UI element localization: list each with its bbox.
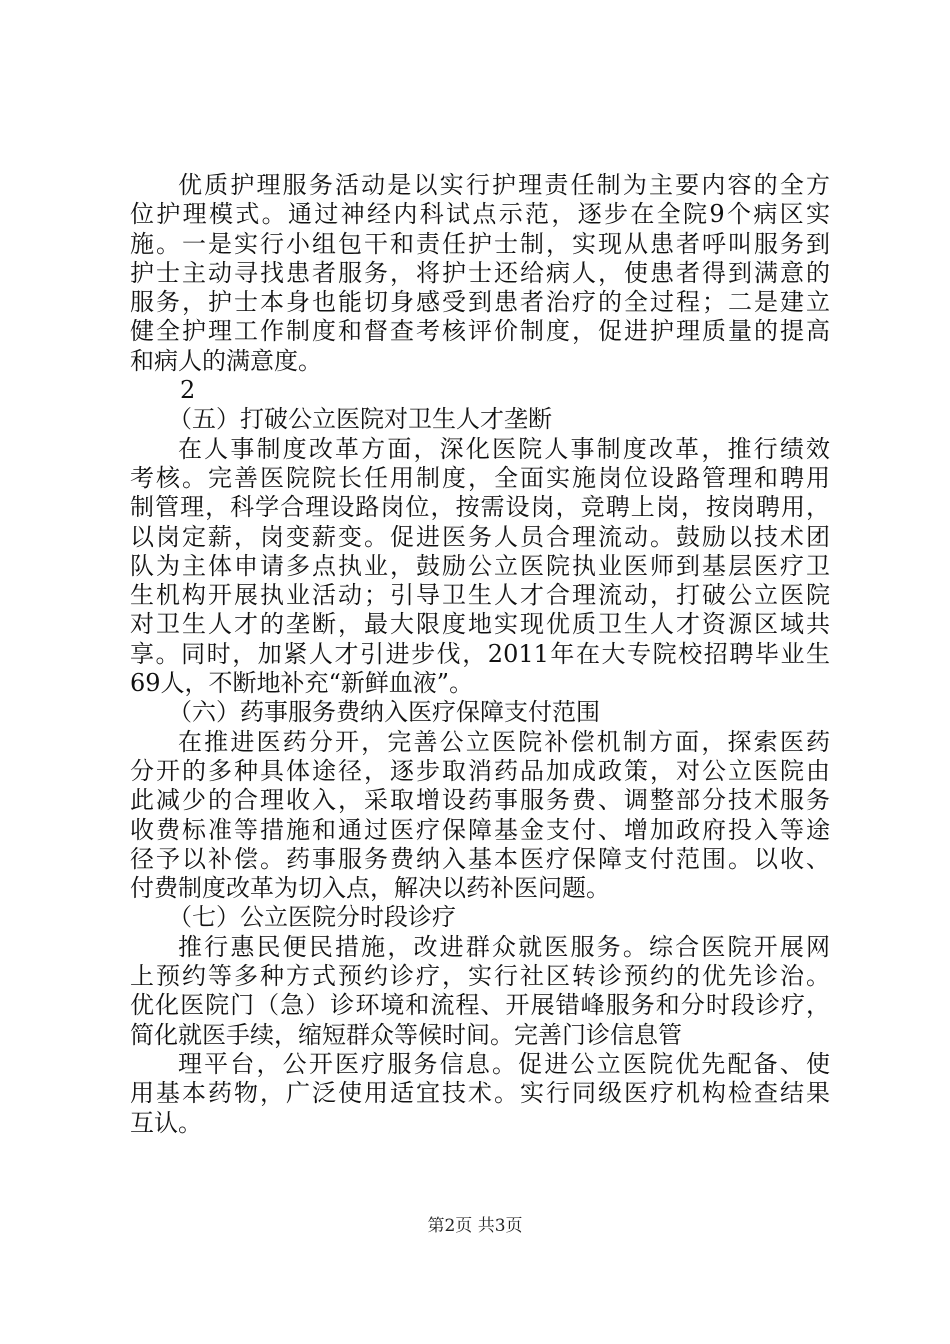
text-line: 上预约等多种方式预约诊疗，实行社区转诊预约的优先诊治。 xyxy=(130,962,830,991)
text-line: 和病人的满意度。 xyxy=(130,346,322,375)
text-line: （六）药事服务费纳入医疗保障支付范围 xyxy=(168,698,600,727)
text-line: 生机构开展执业活动；引导卫生人才合理流动，打破公立医院 xyxy=(130,581,830,610)
text-line: 简化就医手续，缩短群众等候时间。完善门诊信息管 xyxy=(130,1020,682,1049)
text-line: 理平台，公开医疗服务信息。促进公立医院优先配备、使 xyxy=(178,1049,830,1078)
text-line: 享。同时，加紧人才引进步伐，2011年在大专院校招聘毕业生 xyxy=(130,639,830,668)
text-line: 护士主动寻找患者服务，将护士还给病人，使患者得到满意的 xyxy=(130,258,830,287)
text-line: 健全护理工作制度和督查考核评价制度，促进护理质量的提高 xyxy=(130,317,830,346)
document-body xyxy=(130,171,830,1138)
text-line: （五）打破公立医院对卫生人才垄断 xyxy=(168,405,552,434)
text-line: 以岗定薪，岗变薪变。促进医务人员合理流动。鼓励以技术团 xyxy=(130,522,830,551)
text-line: 收费标准等措施和通过医疗保障基金支付、增加政府投入等途 xyxy=(130,815,830,844)
text-line: 互认。 xyxy=(130,1108,202,1137)
text-line: 此减少的合理收入，采取增设药事服务费、调整部分技术服务 xyxy=(130,786,830,815)
page-footer: 第2页 共3页 xyxy=(427,1216,523,1236)
text-line: 服务，护士本身也能切身感受到患者治疗的全过程；二是建立 xyxy=(130,288,830,317)
text-line: 用基本药物，广泛使用适宜技术。实行同级医疗机构检查结果 xyxy=(130,1079,830,1108)
text-line: 2 xyxy=(180,376,196,405)
text-line: 付费制度改革为切入点，解决以药补医问题。 xyxy=(130,874,610,903)
text-line: 施。一是实行小组包干和责任护士制，实现从患者呼叫服务到 xyxy=(130,229,830,258)
text-line: 分开的多种具体途径，逐步取消药品加成政策，对公立医院由 xyxy=(130,756,830,785)
text-line: 优质护理服务活动是以实行护理责任制为主要内容的全方 xyxy=(178,171,830,199)
text-line: 制管理，科学合理设路岗位，按需设岗，竞聘上岗，按岗聘用， xyxy=(130,493,830,522)
text-line: 在推进医药分开，完善公立医院补偿机制方面，探索医药 xyxy=(178,727,830,756)
text-line: 优化医院门（急）诊环境和流程、开展错峰服务和分时段诊疗， xyxy=(130,991,830,1020)
text-line: （七）公立医院分时段诊疗 xyxy=(168,903,456,932)
text-line: 在人事制度改革方面，深化医院人事制度改革，推行绩效 xyxy=(178,434,830,463)
text-line: 径予以补偿。药事服务费纳入基本医疗保障支付范围。以收、 xyxy=(130,844,830,873)
text-line: 对卫生人才的垄断，最大限度地实现优质卫生人才资源区域共 xyxy=(130,610,830,639)
text-line: 考核。完善医院院长任用制度，全面实施岗位设路管理和聘用 xyxy=(130,463,830,492)
text-line: 队为主体申请多点执业，鼓励公立医院执业医师到基层医疗卫 xyxy=(130,551,830,580)
text-line: 位护理模式。通过神经内科试点示范，逐步在全院9个病区实 xyxy=(130,200,830,229)
text-line: 推行惠民便民措施，改进群众就医服务。综合医院开展网 xyxy=(178,932,830,961)
text-line: 69人，不断地补充“新鲜血液”。 xyxy=(130,669,474,698)
